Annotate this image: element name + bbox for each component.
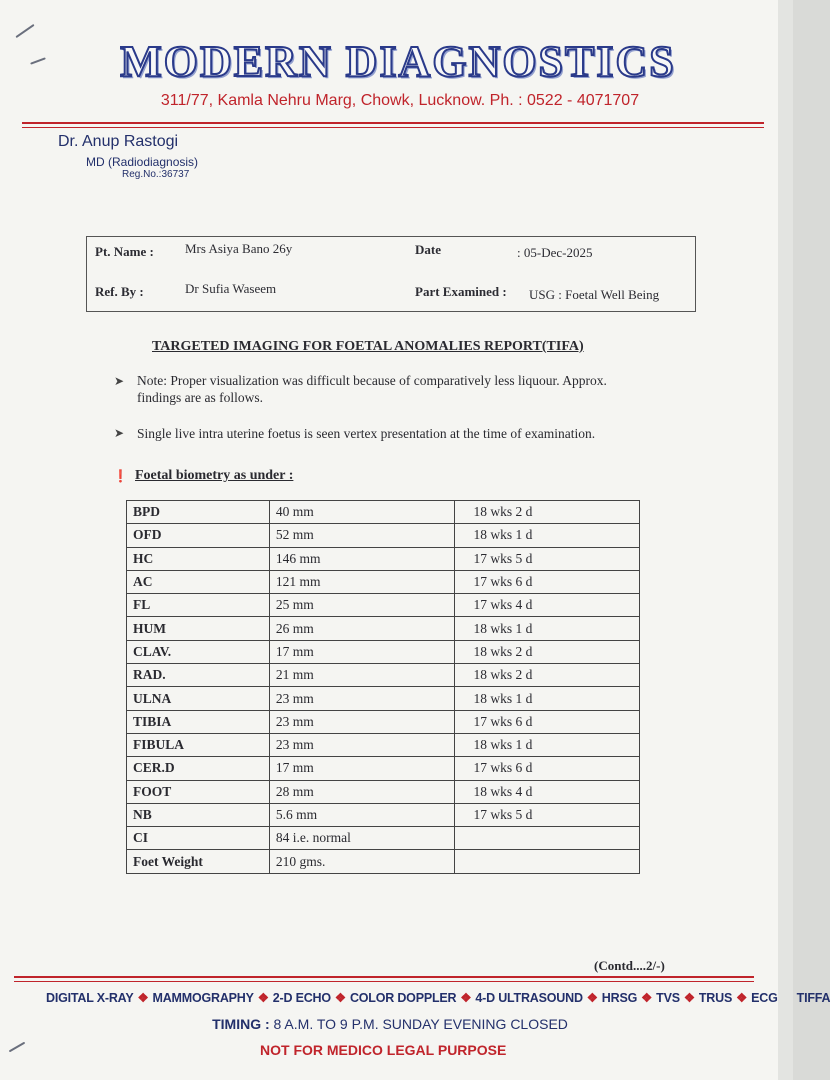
- biometry-parameter: CLAV.: [127, 640, 270, 663]
- diamond-separator-icon: ❖: [137, 991, 149, 1005]
- table-row: [127, 687, 640, 710]
- table-row: [127, 547, 640, 570]
- stacked-pages-edge: [778, 0, 793, 1080]
- biometry-measurement: 26 mm: [269, 617, 455, 640]
- biometry-parameter: TIBIA: [127, 710, 270, 733]
- part-examined-label: Part Examined :: [415, 284, 507, 299]
- part-examined-value: USG : Foetal Well Being: [529, 287, 660, 302]
- service-item: TVS: [656, 991, 680, 1005]
- table-row: [127, 664, 640, 687]
- doctor-name: Dr. Anup Rastogi: [58, 133, 179, 150]
- arrow-bullet-icon: ➤: [114, 374, 125, 388]
- timing-value: 8 A.M. TO 9 P.M. SUNDAY EVENING CLOSED: [273, 1016, 568, 1032]
- biometry-parameter: RAD.: [127, 664, 270, 687]
- referred-by-label: Ref. By :: [95, 284, 144, 299]
- biometry-table: [126, 500, 640, 874]
- biometry-measurement: 28 mm: [269, 780, 455, 803]
- biometry-parameter: NB: [127, 803, 270, 826]
- margin-mark: [30, 57, 46, 64]
- table-row: [127, 827, 640, 850]
- biometry-gestational-age: 18 wks 2 d: [455, 501, 640, 524]
- biometry-gestational-age: 18 wks 1 d: [455, 687, 640, 710]
- doctor-registration: Reg.No.:36737: [122, 169, 190, 180]
- biometry-gestational-age: 17 wks 5 d: [455, 803, 640, 826]
- footer-divider: [14, 976, 754, 978]
- date-label: Date: [415, 242, 441, 257]
- biometry-parameter: AC: [127, 570, 270, 593]
- biometry-measurement: 25 mm: [269, 594, 455, 617]
- patient-name-value: Mrs Asiya Bano 26y: [185, 241, 293, 256]
- diamond-separator-icon: ❖: [683, 991, 695, 1005]
- biometry-parameter: CER.D: [127, 757, 270, 780]
- finding-text: Single live intra uterine foetus is seen vertex presentation at the time of examination.: [137, 426, 596, 441]
- biometry-measurement: 17 mm: [269, 757, 455, 780]
- service-item: DIGITAL X-RAY: [46, 991, 134, 1005]
- service-item: 4-D ULTRASOUND: [475, 991, 583, 1005]
- date-value: : 05-Dec-2025: [517, 245, 593, 260]
- header-divider-thin: [22, 127, 764, 128]
- margin-mark: [15, 24, 34, 38]
- biometry-title: Foetal biometry as under :: [135, 468, 294, 483]
- table-row: [127, 733, 640, 756]
- table-row: [127, 850, 640, 873]
- biometry-gestational-age: [455, 827, 640, 850]
- service-item: TIFFA: [796, 991, 830, 1005]
- biometry-gestational-age: 18 wks 2 d: [455, 664, 640, 687]
- biometry-gestational-age: 17 wks 4 d: [455, 594, 640, 617]
- footer-divider-thin: [14, 981, 754, 982]
- table-row: [127, 594, 640, 617]
- table-row: [127, 803, 640, 826]
- biometry-parameter: BPD: [127, 501, 270, 524]
- service-item: HRSG: [601, 991, 638, 1005]
- biometry-gestational-age: 18 wks 4 d: [455, 780, 640, 803]
- biometry-measurement: 210 gms.: [269, 850, 455, 873]
- biometry-measurement: 146 mm: [269, 547, 455, 570]
- biometry-gestational-age: 17 wks 6 d: [455, 710, 640, 733]
- doctor-qualification: MD (Radiodiagnosis): [86, 155, 199, 169]
- note-line-1: Note: Proper visualization was difficult because of comparatively less liquour. Approx.: [137, 373, 607, 388]
- timing-label: TIMING :: [212, 1016, 270, 1032]
- report-title: TARGETED IMAGING FOR FOETAL ANOMALIES REPORT(TIFA): [152, 339, 584, 354]
- timing-line: [200, 1016, 580, 1032]
- table-row: [127, 570, 640, 593]
- biometry-parameter: OFD: [127, 524, 270, 547]
- note-text: [137, 372, 697, 406]
- diamond-separator-icon: ❖: [257, 991, 269, 1005]
- diamond-separator-icon: ❖: [460, 991, 472, 1005]
- patient-info-box: [86, 236, 696, 312]
- biometry-measurement: 121 mm: [269, 570, 455, 593]
- referred-by-value: Dr Sufia Waseem: [185, 281, 277, 296]
- biometry-measurement: 84 i.e. normal: [269, 827, 455, 850]
- header-divider: [22, 122, 764, 124]
- biometry-parameter: FIBULA: [127, 733, 270, 756]
- biometry-measurement: 23 mm: [269, 687, 455, 710]
- service-item: 2-D ECHO: [272, 991, 331, 1005]
- lab-logo: MODERN DIAGNOSTICS: [120, 37, 676, 86]
- arrow-bullet-icon: ➤: [114, 426, 125, 440]
- services-list: [46, 990, 830, 1005]
- biometry-gestational-age: 18 wks 2 d: [455, 640, 640, 663]
- biometry-measurement: 52 mm: [269, 524, 455, 547]
- biometry-gestational-age: [455, 850, 640, 873]
- table-row: [127, 524, 640, 547]
- service-item: TRUS: [698, 991, 733, 1005]
- diamond-separator-icon: ❖: [334, 991, 346, 1005]
- biometry-gestational-age: 18 wks 1 d: [455, 733, 640, 756]
- legal-disclaimer: NOT FOR MEDICO LEGAL PURPOSE: [260, 1042, 507, 1058]
- biometry-parameter: HC: [127, 547, 270, 570]
- biometry-parameter: FOOT: [127, 780, 270, 803]
- table-row: [127, 710, 640, 733]
- table-row: [127, 780, 640, 803]
- diamond-bullet-icon: ❗: [113, 469, 128, 483]
- service-item: COLOR DOPPLER: [349, 991, 457, 1005]
- biometry-gestational-age: 17 wks 6 d: [455, 757, 640, 780]
- biometry-parameter: HUM: [127, 617, 270, 640]
- service-item: MAMMOGRAPHY: [152, 991, 254, 1005]
- diamond-separator-icon: ❖: [736, 991, 748, 1005]
- biometry-measurement: 21 mm: [269, 664, 455, 687]
- biometry-parameter: Foet Weight: [127, 850, 270, 873]
- biometry-measurement: 23 mm: [269, 710, 455, 733]
- continued-marker: (Contd....2/-): [594, 958, 665, 973]
- biometry-parameter: ULNA: [127, 687, 270, 710]
- patient-name-label: Pt. Name :: [95, 244, 154, 259]
- biometry-parameter: CI: [127, 827, 270, 850]
- biometry-parameter: FL: [127, 594, 270, 617]
- diamond-separator-icon: ❖: [641, 991, 653, 1005]
- table-row: [127, 617, 640, 640]
- table-row: [127, 501, 640, 524]
- biometry-measurement: 23 mm: [269, 733, 455, 756]
- biometry-gestational-age: 18 wks 1 d: [455, 524, 640, 547]
- biometry-measurement: 5.6 mm: [269, 803, 455, 826]
- diamond-separator-icon: ❖: [586, 991, 598, 1005]
- biometry-gestational-age: 18 wks 1 d: [455, 617, 640, 640]
- note-line-2: findings are as follows.: [137, 390, 263, 405]
- margin-mark: [9, 1042, 26, 1053]
- biometry-gestational-age: 17 wks 6 d: [455, 570, 640, 593]
- biometry-measurement: 40 mm: [269, 501, 455, 524]
- lab-address: 311/77, Kamla Nehru Marg, Chowk, Lucknow. Ph. : 0522 - 4071707: [160, 92, 640, 109]
- service-item: ECG: [751, 991, 778, 1005]
- table-row: [127, 640, 640, 663]
- table-row: [127, 757, 640, 780]
- biometry-measurement: 17 mm: [269, 640, 455, 663]
- biometry-gestational-age: 17 wks 5 d: [455, 547, 640, 570]
